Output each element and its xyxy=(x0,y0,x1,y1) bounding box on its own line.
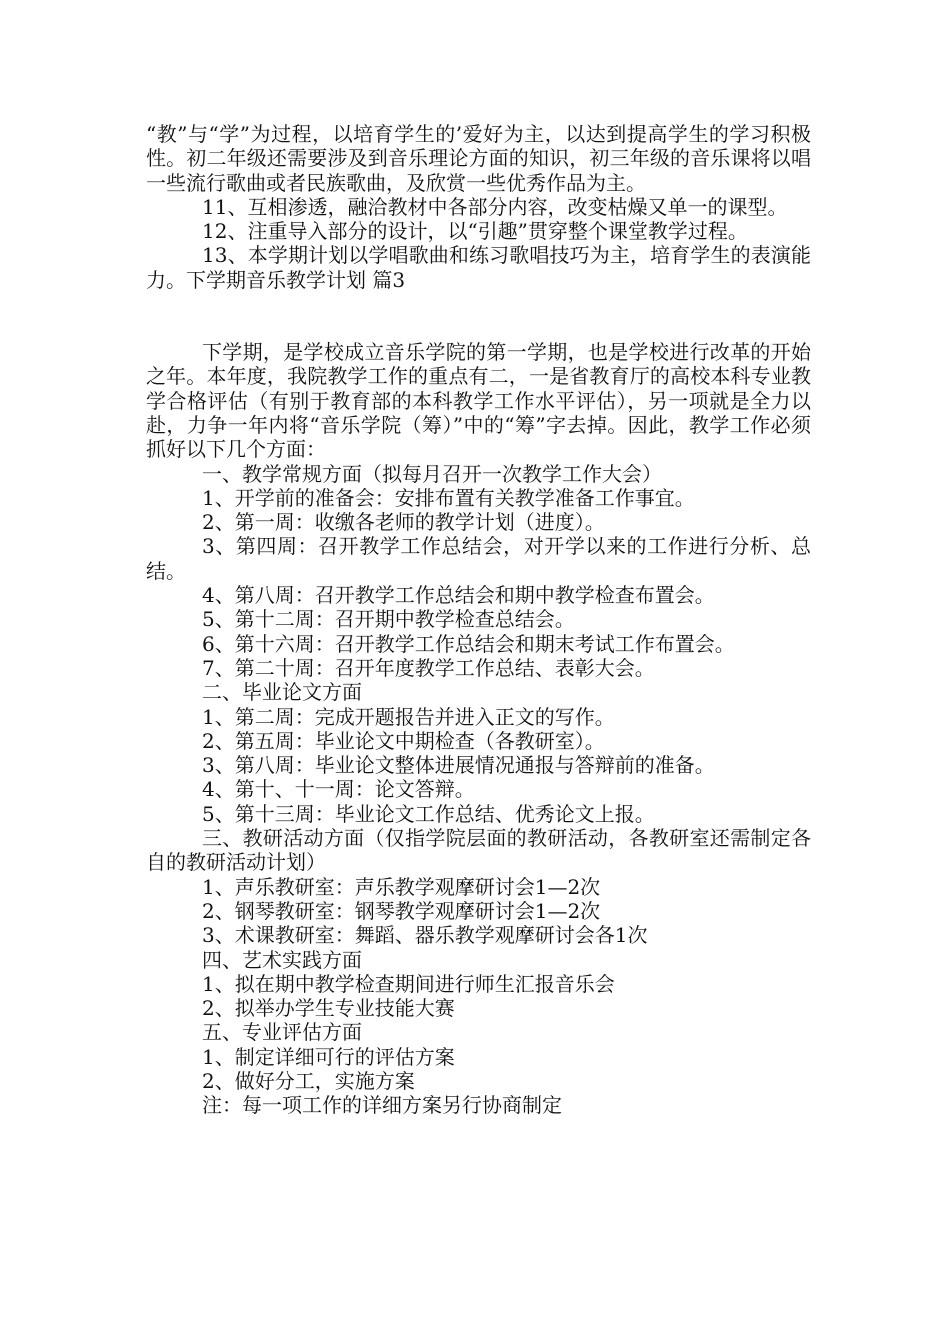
list-item-thesis-4: 4、第十、十一周：论文答辩。 xyxy=(202,777,475,802)
document-page xyxy=(146,122,811,1118)
list-item-routine-5: 5、第十二周：召开期中教学检查总结会。 xyxy=(202,607,575,632)
list-item-routine-3: 3、第四周：召开教学工作总结会，对开学以来的工作进行分析、总结。 xyxy=(146,534,811,583)
list-item-thesis-3: 3、第八周：毕业论文整体进展情况通报与答辩前的准备。 xyxy=(202,753,715,778)
heading-art-practice: 四、艺术实践方面 xyxy=(202,947,362,972)
section-gap xyxy=(146,292,811,340)
paragraph-plan-intro: 下学期，是学校成立音乐学院的第一学期，也是学校进行改革的开始之年。本年度，我院教学工作的重点有二，一是省教育厅的高校本科专业教学合格评估（有别于教育部的本科教学工作水平评估），另一项就是全力以赴，力争一年内将“音乐学院（筹）”中的“筹”字去掉。因此，教学工作必须抓好以下几个方面： xyxy=(146,340,811,462)
note-line: 注：每一项工作的详细方案另行协商制定 xyxy=(202,1093,562,1118)
heading-teaching-routine: 一、教学常规方面（拟每月召开一次教学工作大会） xyxy=(202,461,662,486)
list-item-routine-6: 6、第十六周：召开教学工作总结会和期末考试工作布置会。 xyxy=(202,631,735,656)
list-item-routine-1: 1、开学前的准备会：安排布置有关教学准备工作事宜。 xyxy=(202,485,695,510)
paragraph-item-13: 13、本学期计划以学唱歌曲和练习歌唱技巧为主，培育学生的表演能力。下学期音乐教学计划 篇3 xyxy=(146,243,811,292)
list-item-practice-2: 2、拟举办学生专业技能大赛 xyxy=(202,996,455,1021)
list-item-routine-4: 4、第八周：召开教学工作总结会和期中教学检查布置会。 xyxy=(202,583,715,608)
list-item-research-2: 2、钢琴教研室：钢琴教学观摩研讨会1—2次 xyxy=(202,898,601,923)
list-item-research-3: 3、术课教研室：舞蹈、器乐教学观摩研讨会各1次 xyxy=(202,923,648,948)
list-item-thesis-2: 2、第五周：毕业论文中期检查（各教研室）。 xyxy=(202,728,605,753)
heading-thesis: 二、毕业论文方面 xyxy=(202,680,362,705)
list-item-routine-2: 2、第一周：收缴各老师的教学计划（进度）。 xyxy=(202,510,605,535)
heading-research: 三、教研活动方面（仅指学院层面的教研活动，各教研室还需制定各自的教研活动计划） xyxy=(146,826,811,875)
list-item-thesis-1: 1、第二周：完成开题报告并进入正文的写作。 xyxy=(202,704,615,729)
list-item-research-1: 1、声乐教研室：声乐教学观摩研讨会1—2次 xyxy=(202,874,601,899)
paragraph-intro-continued: “教”与“学”为过程，以培育学生的’爱好为主，以达到提高学生的学习积极性。初二年级还需要涉及到音乐理论方面的知识，初三年级的音乐课将以唱一些流行歌曲或者民族歌曲，及欣赏一些优秀作品为主。 xyxy=(146,122,811,195)
paragraph-item-12: 12、注重导入部分的设计，以“引趣”贯穿整个课堂教学过程。 xyxy=(202,219,748,244)
list-item-evaluation-1: 1、制定详细可行的评估方案 xyxy=(202,1044,455,1069)
heading-evaluation: 五、专业评估方面 xyxy=(202,1020,362,1045)
list-item-routine-7: 7、第二十周：召开年度教学工作总结、表彰大会。 xyxy=(202,655,655,680)
list-item-practice-1: 1、拟在期中教学检查期间进行师生汇报音乐会 xyxy=(202,971,615,996)
paragraph-item-11: 11、互相渗透，融洽教材中各部分内容，改变枯燥又单一的课型。 xyxy=(202,194,788,219)
list-item-thesis-5: 5、第十三周：毕业论文工作总结、优秀论文上报。 xyxy=(202,801,655,826)
list-item-evaluation-2: 2、做好分工，实施方案 xyxy=(202,1068,415,1093)
